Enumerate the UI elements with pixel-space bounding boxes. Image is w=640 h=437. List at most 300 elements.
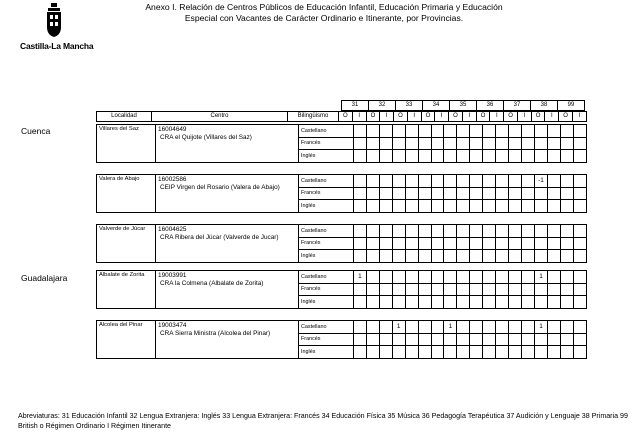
vacancy-cell (405, 321, 418, 334)
vacancy-cell (431, 321, 444, 334)
vacancy-cell (509, 125, 522, 138)
centre-table (96, 270, 587, 309)
vacancy-cell (418, 237, 431, 250)
centro-cell (156, 271, 299, 309)
vacancy-cell (509, 283, 522, 296)
vacancy-cell (522, 250, 535, 263)
vacancy-cell (418, 321, 431, 334)
vacancy-cell (379, 321, 392, 334)
table-row (97, 125, 587, 138)
code-38: 38 (531, 101, 558, 111)
vacancy-cell (353, 200, 366, 213)
vacancy-cell (405, 296, 418, 309)
title-line-1: Anexo I. Relación de Centros Públicos de Educación Infantil, Educación Primaria y Educación (145, 2, 503, 12)
document-title (104, 2, 544, 24)
language-cell: Inglés (299, 200, 354, 213)
vacancy-cell (444, 125, 457, 138)
vacancy-cell (379, 333, 392, 346)
vacancy-cell (431, 137, 444, 150)
vacancy-cell (366, 137, 379, 150)
vacancy-cell (535, 333, 548, 346)
centre-table (96, 174, 587, 213)
vacancy-cell (522, 321, 535, 334)
centro-name: CRA Ribera del Júcar (Valverde de Jucar) (160, 234, 279, 241)
vacancy-cell (573, 137, 586, 150)
vacancy-cell (522, 283, 535, 296)
vacancy-cell (560, 346, 573, 359)
vacancy-cell (457, 283, 470, 296)
vacancy-cell (573, 125, 586, 138)
subheader-o: O (531, 112, 545, 122)
vacancy-cell (560, 283, 573, 296)
vacancy-cell (444, 283, 457, 296)
vacancy-cell (522, 187, 535, 200)
vacancy-cell (405, 333, 418, 346)
code-34: 34 (423, 101, 450, 111)
vacancy-cell (392, 225, 405, 238)
subheader-i: I (407, 112, 421, 122)
subheader-o: O (559, 112, 573, 122)
vacancy-cell (392, 150, 405, 163)
vacancy-cell (457, 125, 470, 138)
vacancy-cell (457, 333, 470, 346)
vacancy-cell (379, 187, 392, 200)
vacancy-cell (547, 237, 560, 250)
vacancy-cell (470, 333, 483, 346)
vacancy-cell (496, 200, 509, 213)
vacancy-cell (405, 175, 418, 188)
vacancy-cell (560, 150, 573, 163)
vacancy-cell (560, 175, 573, 188)
vacancy-cell (379, 250, 392, 263)
vacancy-cell (509, 250, 522, 263)
centro-name: CRA el Quijote (Villares del Saz) (160, 134, 252, 141)
vacancy-cell (573, 271, 586, 284)
vacancy-cell (431, 187, 444, 200)
vacancy-cell: 1 (392, 321, 405, 334)
code-36: 36 (477, 101, 504, 111)
vacancy-cell (560, 225, 573, 238)
vacancy-cell (496, 125, 509, 138)
vacancy-cell (353, 150, 366, 163)
centro-cell (156, 321, 299, 359)
centre-block (96, 124, 587, 163)
vacancy-cell (353, 187, 366, 200)
centre-block (96, 320, 587, 359)
vacancy-cell (444, 150, 457, 163)
col-centro: Centro (152, 112, 288, 122)
table-row (97, 321, 587, 334)
vacancy-cell (483, 150, 496, 163)
vacancy-cell (418, 250, 431, 263)
vacancy-cell (483, 333, 496, 346)
localidad-cell: Albalate de Zorita (97, 271, 156, 309)
vacancy-cell (573, 250, 586, 263)
vacancy-cell (573, 237, 586, 250)
coat-of-arms-icon (46, 3, 62, 37)
vacancy-cell (392, 283, 405, 296)
vacancy-cell (379, 283, 392, 296)
vacancy-cell (457, 137, 470, 150)
vacancy-cell (470, 137, 483, 150)
subheader-o: O (476, 112, 490, 122)
vacancy-cell (573, 296, 586, 309)
vacancy-cell (496, 250, 509, 263)
vacancy-cell (547, 187, 560, 200)
table-row (97, 225, 587, 238)
vacancy-cell (522, 225, 535, 238)
localidad-cell: Valera de Abajo (97, 175, 156, 213)
vacancy-cell (535, 125, 548, 138)
subheader-i: I (545, 112, 559, 122)
vacancy-cell (560, 296, 573, 309)
subheader-i: I (352, 112, 366, 122)
vacancy-cell (392, 333, 405, 346)
vacancy-cell (457, 271, 470, 284)
vacancy-cell (405, 346, 418, 359)
vacancy-cell (547, 125, 560, 138)
vacancy-cell (470, 283, 483, 296)
codes-row (342, 101, 585, 111)
vacancy-cell (353, 137, 366, 150)
subheader-o: O (449, 112, 463, 122)
vacancy-cell (353, 283, 366, 296)
vacancy-cell (405, 187, 418, 200)
vacancy-cell (418, 346, 431, 359)
centre-block (96, 270, 587, 309)
vacancy-cell (535, 250, 548, 263)
centro-code: 19003474 (158, 322, 187, 329)
vacancy-cell (366, 225, 379, 238)
vacancy-cell (444, 296, 457, 309)
centro-name: CRA Sierra Ministra (Alcolea del Pinar) (160, 330, 271, 337)
vacancy-cell (444, 137, 457, 150)
vacancy-cell (431, 250, 444, 263)
localidad-cell: Valverde de Júcar (97, 225, 156, 263)
language-cell: Castellano (299, 125, 354, 138)
codes-header-table (341, 100, 585, 111)
subheader-i: I (573, 112, 587, 122)
vacancy-cell (366, 283, 379, 296)
vacancy-cell (392, 137, 405, 150)
vacancy-cell (418, 225, 431, 238)
col-localidad: Localidad (97, 112, 152, 122)
vacancy-cell (366, 150, 379, 163)
vacancy-cell (366, 175, 379, 188)
vacancy-cell (496, 175, 509, 188)
column-header-table (96, 111, 587, 122)
vacancy-cell: 1 (535, 271, 548, 284)
vacancy-cell (547, 150, 560, 163)
vacancy-cell (431, 333, 444, 346)
vacancy-cell (573, 200, 586, 213)
vacancy-cell (560, 187, 573, 200)
centre-table (96, 124, 587, 163)
vacancy-cell: 1 (353, 271, 366, 284)
vacancy-cell (483, 296, 496, 309)
vacancy-cell (457, 187, 470, 200)
vacancy-cell (366, 237, 379, 250)
vacancy-cell (457, 150, 470, 163)
centro-cell (156, 225, 299, 263)
vacancy-cell (483, 175, 496, 188)
subheader-i: I (490, 112, 504, 122)
language-cell: Francés (299, 237, 354, 250)
vacancy-cell (405, 250, 418, 263)
vacancy-cell (392, 296, 405, 309)
vacancy-cell (418, 125, 431, 138)
vacancy-cell (366, 125, 379, 138)
vacancy-cell (483, 283, 496, 296)
centro-cell (156, 175, 299, 213)
vacancy-cell (496, 296, 509, 309)
vacancy-cell (392, 237, 405, 250)
vacancy-cell (353, 225, 366, 238)
vacancy-cell (573, 175, 586, 188)
centro-code: 16004649 (158, 126, 187, 133)
vacancy-cell (470, 187, 483, 200)
vacancy-cell: -1 (535, 175, 548, 188)
logo-text: Castilla-La Mancha (20, 41, 94, 51)
vacancy-cell (431, 200, 444, 213)
vacancy-cell (353, 175, 366, 188)
vacancy-cell (496, 283, 509, 296)
vacancy-cell (379, 237, 392, 250)
vacancy-cell (547, 346, 560, 359)
vacancy-cell (392, 250, 405, 263)
vacancy-cell (496, 187, 509, 200)
vacancy-cell (483, 125, 496, 138)
centro-cell (156, 125, 299, 163)
vacancy-cell (483, 321, 496, 334)
vacancy-cell (522, 333, 535, 346)
vacancy-cell (547, 200, 560, 213)
vacancy-cell (431, 150, 444, 163)
vacancy-cell (483, 200, 496, 213)
vacancy-cell (483, 137, 496, 150)
vacancy-cell (444, 250, 457, 263)
subheader-o: O (421, 112, 435, 122)
vacancy-cell (392, 187, 405, 200)
vacancy-cell (418, 187, 431, 200)
vacancy-cell (405, 283, 418, 296)
subheader-i: I (435, 112, 449, 122)
vacancy-cell (379, 137, 392, 150)
vacancy-cell (353, 321, 366, 334)
vacancy-cell (457, 225, 470, 238)
vacancy-cell (496, 150, 509, 163)
vacancy-cell (379, 271, 392, 284)
language-cell: Inglés (299, 346, 354, 359)
vacancy-cell (353, 296, 366, 309)
vacancy-cell (457, 346, 470, 359)
vacancy-cell (483, 250, 496, 263)
vacancy-cell: 1 (535, 321, 548, 334)
vacancy-cell (573, 321, 586, 334)
vacancy-cell (470, 271, 483, 284)
centro-name: CRA la Colmena (Albalate de Zorita) (160, 280, 264, 287)
vacancy-cell (547, 283, 560, 296)
vacancy-cell (496, 225, 509, 238)
vacancy-cell (444, 237, 457, 250)
code-32: 32 (369, 101, 396, 111)
vacancy-cell (353, 250, 366, 263)
centro-code: 16002586 (158, 176, 187, 183)
vacancy-cell (444, 333, 457, 346)
language-cell: Francés (299, 137, 354, 150)
vacancy-cell (431, 283, 444, 296)
vacancy-cell (353, 333, 366, 346)
vacancy-cell (535, 283, 548, 296)
vacancy-cell (366, 250, 379, 263)
vacancy-cell (405, 125, 418, 138)
subheader-i: I (380, 112, 394, 122)
vacancy-cell: 1 (444, 321, 457, 334)
vacancy-cell (444, 200, 457, 213)
vacancy-cell (522, 200, 535, 213)
vacancy-cell (483, 271, 496, 284)
vacancy-cell (496, 271, 509, 284)
vacancy-cell (547, 333, 560, 346)
vacancy-cell (496, 333, 509, 346)
vacancy-cell (418, 271, 431, 284)
vacancy-cell (535, 237, 548, 250)
vacancy-cell (573, 283, 586, 296)
vacancy-cell (560, 250, 573, 263)
vacancy-cell (560, 200, 573, 213)
vacancy-cell (418, 175, 431, 188)
vacancy-cell (379, 150, 392, 163)
vacancy-cell (405, 200, 418, 213)
vacancy-cell (560, 333, 573, 346)
vacancy-cell (444, 225, 457, 238)
vacancy-cell (431, 346, 444, 359)
vacancy-cell (444, 346, 457, 359)
vacancy-cell (560, 237, 573, 250)
vacancy-cell (509, 346, 522, 359)
vacancy-cell (457, 237, 470, 250)
vacancy-cell (547, 296, 560, 309)
localidad-cell: Alcolea del Pinar (97, 321, 156, 359)
vacancy-cell (522, 237, 535, 250)
vacancy-cell (547, 137, 560, 150)
code-33: 33 (396, 101, 423, 111)
language-cell: Castellano (299, 321, 354, 334)
language-cell: Castellano (299, 175, 354, 188)
vacancy-cell (496, 321, 509, 334)
subheader-o: O (366, 112, 380, 122)
vacancy-cell (431, 175, 444, 188)
vacancy-cell (353, 237, 366, 250)
abbreviations-footer: Abreviaturas: 31 Educación Infantil 32 Lengua Extranjera: Inglés 33 Lengua Extranjera: Francés 34 Educación Física 35 Música 36 Pedagogía Terapéutica 37 Audición y Lenguaje 38 Primaria 99 British o Régimen Ordinario I Régimen Itinerante (18, 412, 628, 430)
province-cuenca: Cuenca (21, 126, 51, 136)
vacancy-cell (418, 200, 431, 213)
vacancy-cell (444, 175, 457, 188)
vacancy-cell (418, 296, 431, 309)
vacancy-cell (547, 175, 560, 188)
vacancy-cell (509, 187, 522, 200)
vacancy-cell (470, 250, 483, 263)
vacancy-cell (509, 296, 522, 309)
vacancy-cell (366, 321, 379, 334)
vacancy-cell (547, 250, 560, 263)
vacancy-cell (509, 137, 522, 150)
vacancy-cell (522, 125, 535, 138)
vacancy-cell (560, 321, 573, 334)
vacancy-cell (483, 225, 496, 238)
vacancy-cell (470, 225, 483, 238)
vacancy-cell (379, 125, 392, 138)
localidad-cell: Villares del Saz (97, 125, 156, 163)
vacancy-cell (509, 200, 522, 213)
vacancy-cell (483, 346, 496, 359)
subheader-o: O (339, 112, 353, 122)
table-row (97, 175, 587, 188)
centro-name: CEIP Virgen del Rosario (Valera de Abajo) (160, 184, 280, 191)
vacancy-cell (470, 125, 483, 138)
vacancy-cell (509, 237, 522, 250)
vacancy-cell (418, 150, 431, 163)
vacancy-cell (509, 225, 522, 238)
vacancy-cell (366, 187, 379, 200)
language-cell: Castellano (299, 271, 354, 284)
vacancy-cell (457, 250, 470, 263)
vacancy-cell (366, 200, 379, 213)
vacancy-cell (547, 321, 560, 334)
vacancy-cell (535, 187, 548, 200)
vacancy-cell (573, 346, 586, 359)
vacancy-cell (470, 346, 483, 359)
vacancy-cell (547, 271, 560, 284)
vacancy-cell (547, 225, 560, 238)
vacancy-cell (392, 200, 405, 213)
vacancy-cell (573, 333, 586, 346)
vacancy-cell (560, 137, 573, 150)
subheader-i: I (517, 112, 531, 122)
vacancy-cell (535, 137, 548, 150)
language-cell: Castellano (299, 225, 354, 238)
vacancy-cell (522, 296, 535, 309)
vacancy-cell (366, 333, 379, 346)
vacancy-cell (573, 150, 586, 163)
vacancy-cell (392, 346, 405, 359)
vacancy-cell (405, 225, 418, 238)
vacancy-cell (392, 125, 405, 138)
vacancy-cell (353, 346, 366, 359)
language-cell: Inglés (299, 296, 354, 309)
vacancy-cell (509, 271, 522, 284)
vacancy-cell (522, 137, 535, 150)
vacancy-cell (560, 271, 573, 284)
vacancy-cell (522, 271, 535, 284)
subheader-i: I (462, 112, 476, 122)
vacancy-cell (470, 175, 483, 188)
code-35: 35 (450, 101, 477, 111)
vacancy-cell (392, 175, 405, 188)
vacancy-cell (457, 175, 470, 188)
language-cell: Inglés (299, 250, 354, 263)
vacancy-cell (366, 271, 379, 284)
vacancy-cell (431, 271, 444, 284)
centre-table (96, 224, 587, 263)
vacancy-cell (379, 346, 392, 359)
code-31: 31 (342, 101, 369, 111)
castilla-la-mancha-logo (20, 3, 100, 53)
vacancy-cell (405, 237, 418, 250)
subheader-o: O (504, 112, 518, 122)
language-cell: Francés (299, 333, 354, 346)
vacancy-cell (444, 271, 457, 284)
